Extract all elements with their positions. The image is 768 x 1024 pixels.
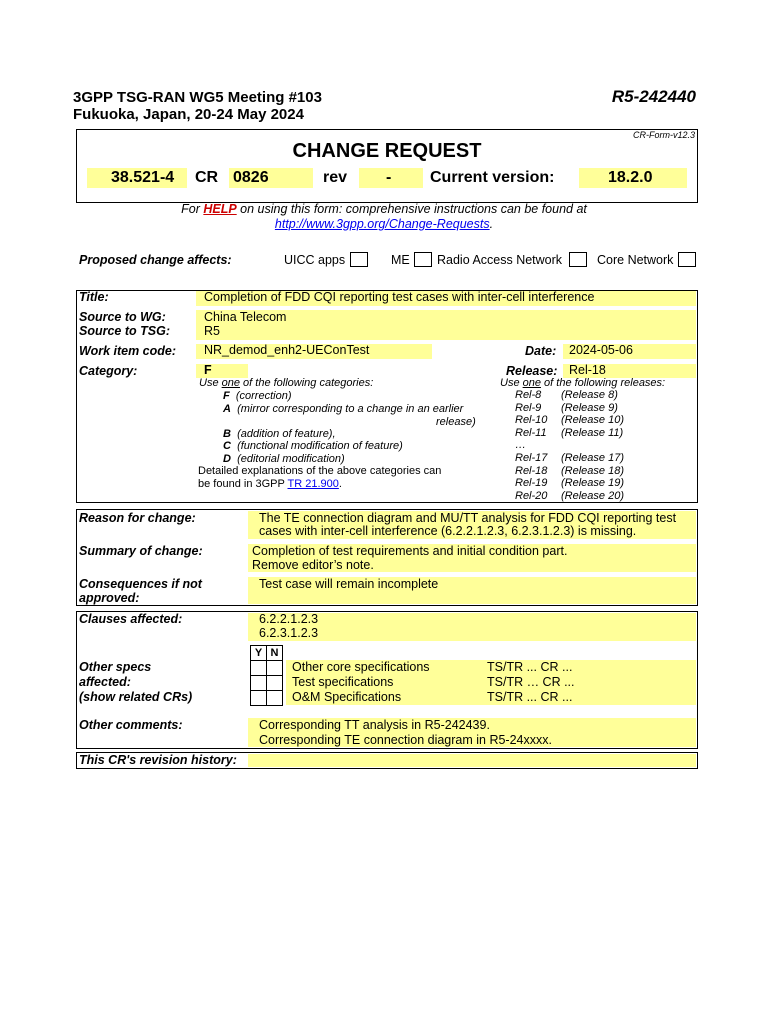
other-spec-name: Other core specifications	[292, 660, 430, 674]
summary-line-1: Completion of test requirements and initial condition part.	[252, 544, 568, 558]
ran-checkbox[interactable]	[569, 252, 587, 267]
affects-ran-label: Radio Access Network	[437, 253, 563, 267]
source-tsg-label: Source to TSG:	[79, 324, 170, 338]
change-requests-link[interactable]: http://www.3gpp.org/Change-Requests	[274, 217, 490, 231]
yn-grid	[250, 645, 283, 706]
clauses-line-1: 6.2.2.1.2.3	[259, 612, 319, 626]
category-f: F (correction)	[223, 390, 292, 402]
release-item: …	[515, 439, 526, 452]
n-checkbox[interactable]	[267, 661, 283, 676]
source-wg-value: China Telecom	[204, 310, 287, 324]
release-value: Rel-18	[569, 363, 606, 377]
current-version: 18.2.0	[608, 169, 653, 186]
spec-number: 38.521-4	[111, 169, 175, 186]
affects-me-label: ME	[391, 253, 410, 267]
uicc-apps-checkbox[interactable]	[350, 252, 368, 267]
title-value: Completion of FDD CQI reporting test cases with inter-cell interference	[204, 290, 595, 304]
release-item: Rel-9 (Release 9)	[515, 401, 618, 414]
revision-history-label: This CR's revision history:	[79, 753, 237, 767]
other-spec-ref: TS/TR ... CR ...	[487, 690, 573, 704]
help-line: For HELP on using this form: comprehensive instructions can be found at	[181, 202, 587, 216]
category-label: Category:	[79, 364, 138, 378]
release-item: Rel-18 (Release 18)	[515, 464, 624, 477]
summary-line-2: Remove editor’s note.	[252, 558, 374, 572]
release-item: Rel-11 (Release 11)	[515, 426, 624, 439]
document-number: R5-242440	[611, 87, 696, 106]
consequences-value: Test case will remain incomplete	[259, 577, 439, 591]
category-c: C (functional modification of feature)	[223, 440, 403, 452]
affects-label: Proposed change affects:	[79, 253, 232, 267]
n-checkbox[interactable]	[267, 676, 283, 691]
other-spec-name: Test specifications	[292, 675, 394, 689]
cr-number: 0826	[233, 169, 269, 186]
releases-list	[515, 389, 624, 502]
categories-intro: Use one of the following categories:	[199, 377, 374, 389]
work-item-value: NR_demod_enh2-UEConTest	[204, 343, 370, 357]
tr-21900-link[interactable]: TR 21.900	[287, 478, 339, 490]
other-spec-ref: TS/TR … CR ...	[487, 675, 575, 689]
categories-explain-1: Detailed explanations of the above categories can	[198, 465, 442, 477]
comments-line-1: Corresponding TT analysis in R5-242439.	[259, 718, 490, 732]
release-item: Rel-19 (Release 19)	[515, 477, 624, 490]
consequences-label-1: Consequences if not	[79, 577, 202, 591]
release-item: Rel-10 (Release 10)	[515, 414, 624, 427]
form-version: CR-Form-v12.3	[632, 130, 695, 140]
y-checkbox[interactable]	[251, 676, 267, 691]
category-b: B (addition of feature),	[223, 428, 336, 440]
category-value: F	[204, 363, 212, 377]
releases-intro: Use one of the following releases:	[500, 377, 666, 389]
category-a: A (mirror corresponding to a change in an earlier	[223, 403, 464, 415]
me-checkbox[interactable]	[414, 252, 432, 267]
release-item: Rel-8 (Release 8)	[515, 389, 618, 401]
date-label: Date:	[525, 344, 557, 358]
release-item: Rel-17 (Release 17)	[515, 451, 624, 464]
n-checkbox[interactable]	[267, 691, 283, 706]
summary-label: Summary of change:	[79, 544, 203, 558]
consequences-label-2: approved:	[79, 591, 140, 605]
affects-uicc-label: UICC apps	[284, 253, 346, 267]
reason-line-1: The TE connection diagram and MU/TT analysis for FDD CQI reporting test	[259, 511, 677, 525]
clauses-line-2: 6.2.3.1.2.3	[259, 626, 319, 640]
y-checkbox[interactable]	[251, 691, 267, 706]
rev-label: rev	[323, 169, 348, 186]
other-specs-label-1: Other specs	[79, 660, 152, 674]
y-checkbox[interactable]	[251, 661, 267, 676]
y-header: Y	[251, 646, 267, 661]
cr-label: CR	[195, 169, 219, 186]
clauses-label: Clauses affected:	[79, 612, 183, 626]
form-title: CHANGE REQUEST	[292, 140, 482, 162]
category-a-cont: release)	[436, 416, 476, 428]
reason-line-2: cases with inter-cell interference (6.2.2.1.2.3, 6.2.3.1.2.3) is missing.	[259, 524, 637, 538]
change-request-box	[76, 129, 698, 203]
other-specs-label-3: (show related CRs)	[79, 690, 193, 704]
core-network-checkbox[interactable]	[678, 252, 696, 267]
release-item: Rel-20 (Release 20)	[515, 489, 624, 502]
work-item-label: Work item code:	[79, 344, 177, 358]
date-value: 2024-05-06	[569, 343, 633, 357]
source-tsg-value: R5	[204, 324, 220, 338]
meeting-title: 3GPP TSG-RAN WG5 Meeting #103	[73, 89, 322, 106]
revision-history-field[interactable]	[248, 754, 696, 767]
comments-label: Other comments:	[79, 718, 183, 732]
meeting-location: Fukuoka, Japan, 20-24 May 2024	[73, 106, 304, 123]
rev-value: -	[386, 169, 392, 186]
help-link[interactable]: HELP	[203, 202, 237, 216]
n-header: N	[267, 646, 283, 661]
other-spec-name: O&M Specifications	[292, 690, 402, 704]
help-url-line: http://www.3gpp.org/Change-Requests.	[274, 217, 494, 231]
other-specs-label-2: affected:	[79, 675, 131, 689]
affects-cn-label: Core Network	[597, 253, 674, 267]
categories-explain-2: be found in 3GPP TR 21.900.	[198, 478, 342, 490]
source-wg-label: Source to WG:	[79, 310, 166, 324]
reason-label: Reason for change:	[79, 511, 196, 525]
title-label: Title:	[79, 290, 109, 304]
category-d: D (editorial modification)	[223, 453, 345, 465]
current-version-label: Current version:	[430, 169, 555, 186]
other-spec-ref: TS/TR ... CR ...	[487, 660, 573, 674]
release-label: Release:	[506, 364, 558, 378]
comments-line-2: Corresponding TE connection diagram in R5-24xxxx.	[259, 733, 552, 747]
